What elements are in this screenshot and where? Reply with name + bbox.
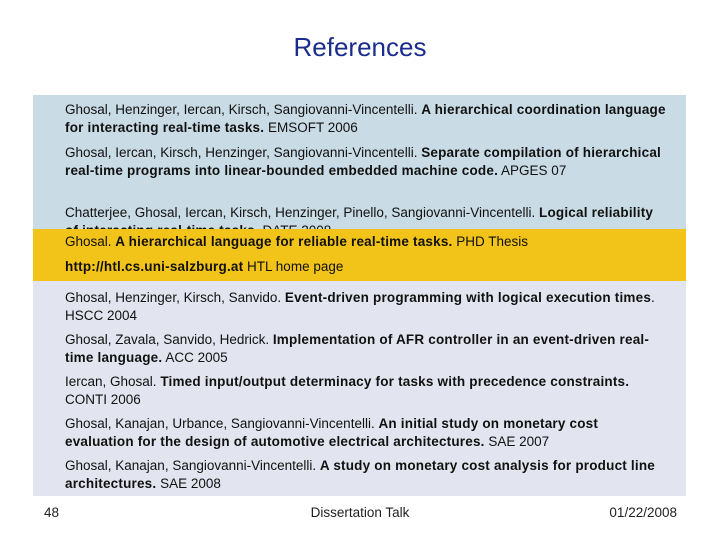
reference-text [65,258,670,276]
reference-title: Logical reliability [539,205,654,220]
reference-venue: CONTI 2006 [65,392,141,407]
reference-authors: Ghosal, Kanajan, Urbance, Sangiovanni-Vincentelli. [65,416,379,431]
reference-text [65,233,670,251]
reference-text [65,144,670,180]
page-number: 48 [44,505,60,520]
reference-authors: Iercan, Ghosal. [65,374,161,389]
reference-title: Implementation of AFR controller in an event-driven real-time language. [65,332,650,365]
reference-venue: ACC 2005 [162,350,228,365]
reference-venue: PHD Thesis [452,234,529,249]
reference-title: A study on monetary cost analysis for product line architectures. [65,458,655,491]
reference-venue: SAE 2008 [156,476,221,491]
reference-venue: SAE 2007 [484,434,550,449]
reference-authors: Ghosal, Henzinger, Kirsch, Sanvido. [65,290,285,305]
reference-text [65,415,670,451]
reference-title: Separate compilation of hierarchical real-time programs into linear-bounded embedded machine code. [65,145,661,178]
footer-talk-title: Dissertation Talk [310,505,410,520]
reference-venue: HTL home page [243,259,344,274]
footer-date: 01/22/2008 [609,505,677,520]
reference-text [65,331,670,367]
reference-text [65,101,670,137]
reference-title: Event-driven programming with logical execution times [284,290,652,305]
reference-authors: Ghosal, Iercan, Kirsch, Henzinger, Sangiovanni-Vincentelli. [65,145,422,160]
slide-title: References [293,32,427,62]
reference-venue: . HSCC 2004 [65,290,655,323]
reference-authors: Ghosal, Zavala, Sanvido, Hedrick. [65,332,273,347]
reference-authors: Ghosal, Kanajan, Sangiovanni-Vincentelli. [65,458,320,473]
reference-title: Timed input/output determinacy for tasks with precedence constraints. [160,374,630,389]
reference-authors: Ghosal. [65,234,116,249]
reference-venue: APGES 07 [498,163,567,178]
reference-text [65,289,670,325]
reference-venue: EMSOFT 2006 [264,120,358,135]
reference-title: An initial study on monetary cost evaluation for the design of automotive electrical architectures. [65,416,599,449]
references-panel-published [33,95,686,230]
references-panel-other [33,281,686,496]
reference-title: A hierarchical language for reliable real-time tasks. [115,234,453,249]
reference-text [65,457,670,493]
references-panel-highlight [33,229,686,282]
reference-authors: Ghosal, Henzinger, Iercan, Kirsch, Sangiovanni-Vincentelli. [65,102,422,117]
reference-text [65,373,670,409]
reference-authors: Chatterjee, Ghosal, Iercan, Kirsch, Henzinger, Pinello, Sangiovanni-Vincentelli. [65,205,540,220]
reference-title: A hierarchical coordination language for interacting real-time tasks. [65,102,666,135]
htl-home-link[interactable]: http://htl.cs.uni-salzburg.at [65,259,244,274]
